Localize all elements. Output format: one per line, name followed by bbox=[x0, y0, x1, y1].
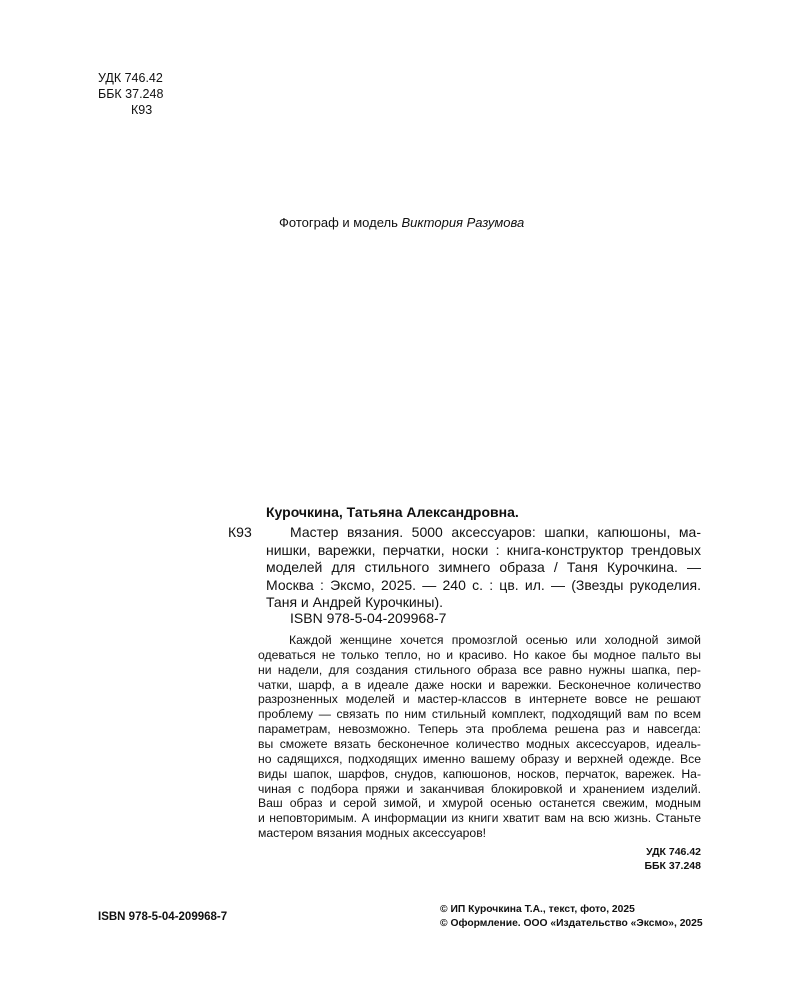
annotation-line: одеваться не только тепло, но и красиво. Но какое бы модное пальто вы bbox=[258, 647, 701, 662]
annotation-line: параметрам, невозможно. Теперь эта проблема решена раз и навсегда: bbox=[258, 722, 701, 737]
annotation-line: вы сможете вязать бесконечное количество модных аксессуаров, идеаль- bbox=[258, 736, 701, 751]
annotation-line: разрозненных моделей и мастер-классов в интернете вовсе не решают bbox=[258, 692, 701, 707]
author-heading: Курочкина, Татьяна Александровна. bbox=[266, 504, 519, 520]
bib-author-mark: К93 bbox=[228, 524, 252, 540]
annotation-line: проблему — связать по ним стильный комплект, подходящий вам по всем bbox=[258, 707, 701, 722]
bib-isbn: ISBN 978-5-04-209968-7 bbox=[290, 610, 447, 626]
copyright-design: © Оформление. ООО «Издательство «Эксмо», 2025 bbox=[440, 918, 703, 929]
annotation-line: Каждой женщине хочется промозглой осенью или холодной зимой bbox=[289, 633, 701, 647]
annotation-line: Ваш образ и серой зимой, и хмурой осенью останется свежим, модным bbox=[258, 796, 701, 811]
footer-bbk: ББК 37.248 bbox=[644, 860, 701, 872]
annotation-line: но садящихся, подходящих именно вашему образу и верхней одежде. Все bbox=[258, 751, 701, 766]
bib-line: Таня и Андрей Курочкины). bbox=[266, 594, 443, 610]
annotation-line: чатки, шарф, а в идеале даже носки и варежки. Бесконечное количество bbox=[258, 677, 701, 692]
bib-line: моделей для стильного зимнего образа / Таня Курочкина. — bbox=[266, 559, 701, 575]
author-mark: К93 bbox=[131, 103, 153, 117]
udk-code: УДК 746.42 bbox=[98, 71, 163, 85]
bib-line: нишки, варежки, перчатки, носки : книга-конструктор трендовых bbox=[266, 541, 701, 558]
annotation-line: и неповторимым. А информации из книги хватит вам на всю жизнь. Станьте bbox=[258, 811, 701, 826]
bib-line: Москва : Эксмо, 2025. — 240 с. : цв. ил. — (Звезды рукоделия. bbox=[266, 576, 701, 593]
credit-label: Фотограф и модель bbox=[279, 215, 398, 230]
annotation-line: виды шапок, шарфов, снудов, капюшонов, носков, перчаток, варежек. На- bbox=[258, 766, 701, 781]
bib-line: Мастер вязания. 5000 аксессуаров: шапки, капюшоны, ма- bbox=[290, 524, 701, 540]
copyright-text: © ИП Курочкина Т.А., текст, фото, 2025 bbox=[440, 904, 635, 915]
annotation-line: чиная с подбора пряжи и заканчивая блокировкой и хранением изделий. bbox=[258, 781, 701, 796]
photo-credit bbox=[279, 215, 524, 230]
bbk-code: ББК 37.248 bbox=[98, 87, 164, 101]
footer-udk: УДК 746.42 bbox=[646, 846, 701, 858]
credit-name: Виктория Разумова bbox=[401, 215, 525, 230]
annotation-line: ни надели, для создания стильного образа все равно нужны шапка, пер- bbox=[258, 662, 701, 677]
footer-isbn: ISBN 978-5-04-209968-7 bbox=[98, 911, 228, 923]
annotation-line: мастером вязания модных аксессуаров! bbox=[258, 826, 487, 841]
